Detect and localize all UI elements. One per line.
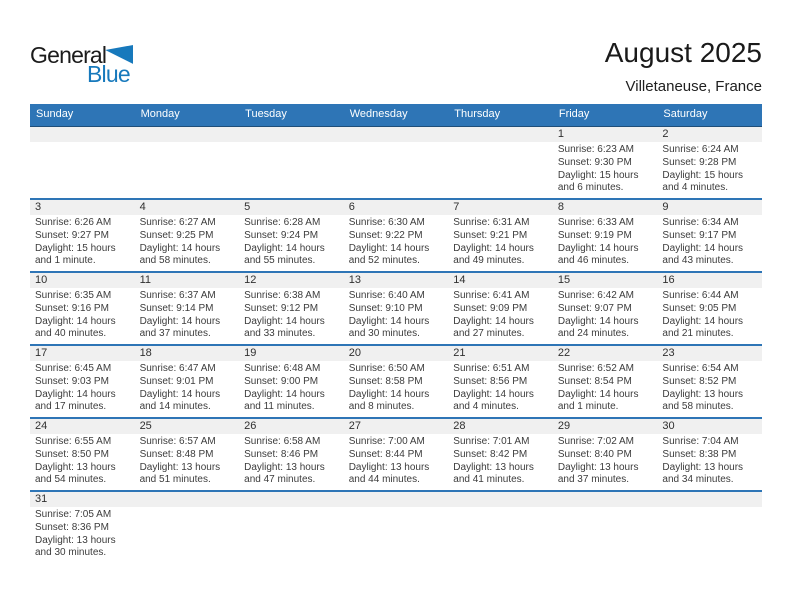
day-number-band: [30, 200, 762, 215]
title-block: [605, 38, 762, 95]
day-number: 1: [557, 128, 564, 140]
daylight-line: Daylight: 14 hours and 46 minutes.: [557, 242, 639, 267]
day-cell: [553, 215, 658, 271]
day-number-empty: [135, 492, 240, 507]
daylight-line: Daylight: 14 hours and 40 minutes.: [35, 315, 116, 340]
day-cell-empty: [344, 142, 449, 198]
day-number-empty: [448, 492, 553, 507]
daylight-line: Daylight: 14 hours and 52 minutes.: [348, 242, 430, 267]
day-number: 4: [139, 201, 146, 213]
daylight-line: Daylight: 14 hours and 33 minutes.: [244, 315, 325, 340]
day-number-empty: [553, 492, 658, 507]
day-cell: [448, 215, 553, 271]
sunset-line: Sunset: 9:19 PM: [557, 229, 632, 241]
day-cell-empty: [553, 507, 658, 563]
day-number-band: [30, 492, 762, 507]
weekday-header-monday: Monday: [140, 108, 180, 120]
day-number-band: [30, 127, 762, 142]
day-number-empty: [30, 127, 135, 142]
daylight-line: Daylight: 14 hours and 49 minutes.: [453, 242, 534, 267]
sunrise-line: Sunrise: 6:26 AM: [35, 217, 112, 228]
daylight-line: Daylight: 13 hours and 58 minutes.: [662, 388, 744, 413]
day-cell-empty: [448, 507, 553, 563]
sunset-line: Sunset: 9:28 PM: [662, 156, 737, 168]
day-cell: [553, 288, 658, 344]
day-cell: [30, 507, 135, 563]
day-number: 2: [662, 128, 669, 140]
day-cell: [30, 288, 135, 344]
sunset-line: Sunset: 8:52 PM: [662, 375, 737, 387]
day-number: 3: [35, 201, 42, 213]
weekday-header-wednesday: Wednesday: [349, 108, 408, 120]
day-number: 13: [348, 274, 361, 286]
day-details-row: [30, 434, 762, 490]
weekday-header-friday: Friday: [558, 108, 590, 120]
sunset-line: Sunset: 9:00 PM: [244, 375, 319, 387]
sunrise-line: Sunrise: 6:37 AM: [139, 290, 216, 301]
day-details-row: [30, 507, 762, 563]
daylight-line: Daylight: 14 hours and 1 minute.: [557, 388, 639, 413]
day-number-empty: [657, 492, 762, 507]
sunset-line: Sunset: 8:58 PM: [348, 375, 423, 387]
day-number: 14: [453, 274, 466, 286]
daylight-line: Daylight: 14 hours and 14 minutes.: [139, 388, 221, 413]
week-row-3: [30, 271, 762, 344]
sunrise-line: Sunrise: 6:40 AM: [348, 290, 425, 301]
daylight-line: Daylight: 14 hours and 37 minutes.: [139, 315, 221, 340]
sunset-line: Sunset: 8:48 PM: [139, 448, 214, 460]
daylight-line: Daylight: 15 hours and 6 minutes.: [557, 169, 639, 194]
day-number-band: [30, 419, 762, 434]
logo-text-blue: Blue: [87, 61, 130, 87]
daylight-line: Daylight: 13 hours and 41 minutes.: [453, 461, 534, 486]
day-cell: [448, 434, 553, 490]
weekday-header-thursday: Thursday: [454, 108, 501, 120]
day-cell: [135, 361, 240, 417]
daylight-line: Daylight: 14 hours and 17 minutes.: [35, 388, 116, 413]
day-number-empty: [239, 127, 344, 142]
sunset-line: Sunset: 8:40 PM: [557, 448, 632, 460]
day-number: 31: [35, 493, 48, 505]
day-number: 19: [244, 347, 257, 359]
day-cell: [239, 434, 344, 490]
daylight-line: Daylight: 13 hours and 47 minutes.: [244, 461, 325, 486]
daylight-line: Daylight: 13 hours and 44 minutes.: [348, 461, 430, 486]
day-cell: [30, 215, 135, 271]
daylight-line: Daylight: 14 hours and 55 minutes.: [244, 242, 325, 267]
day-number: 18: [139, 347, 152, 359]
sunset-line: Sunset: 8:38 PM: [662, 448, 737, 460]
daylight-line: Daylight: 13 hours and 37 minutes.: [557, 461, 639, 486]
sunrise-line: Sunrise: 6:34 AM: [662, 217, 739, 228]
sunset-line: Sunset: 9:12 PM: [244, 302, 319, 314]
sunrise-line: Sunrise: 6:23 AM: [557, 144, 634, 155]
day-cell: [344, 361, 449, 417]
day-number: 10: [35, 274, 48, 286]
day-cell: [344, 215, 449, 271]
day-cell: [239, 215, 344, 271]
day-cell-empty: [239, 142, 344, 198]
day-number: 15: [557, 274, 571, 286]
sunset-line: Sunset: 9:14 PM: [139, 302, 214, 314]
day-cell: [657, 215, 762, 271]
day-number: 21: [453, 347, 466, 359]
daylight-line: Daylight: 14 hours and 43 minutes.: [662, 242, 744, 267]
sunrise-line: Sunrise: 6:35 AM: [35, 290, 112, 301]
weeks-container: [30, 127, 762, 563]
day-number-band: [30, 346, 762, 361]
sunrise-line: Sunrise: 6:38 AM: [244, 290, 321, 301]
day-cell: [344, 434, 449, 490]
sunset-line: Sunset: 8:44 PM: [348, 448, 423, 460]
sunrise-line: Sunrise: 7:04 AM: [662, 436, 739, 447]
sunrise-line: Sunrise: 7:05 AM: [35, 509, 112, 520]
sunset-line: Sunset: 9:22 PM: [348, 229, 423, 241]
day-number: 6: [348, 201, 355, 213]
page-title: August 2025: [604, 37, 762, 68]
day-number-empty: [135, 127, 240, 142]
day-cell: [553, 434, 658, 490]
calendar-grid: [30, 104, 762, 563]
sunrise-line: Sunrise: 6:24 AM: [662, 144, 739, 155]
day-cell: [135, 434, 240, 490]
daylight-line: Daylight: 13 hours and 30 minutes.: [35, 534, 116, 559]
week-row-6: [30, 490, 762, 563]
day-cell: [657, 142, 762, 198]
day-cell-empty: [344, 507, 449, 563]
day-cell: [30, 361, 135, 417]
weekday-header-saturday: Saturday: [663, 108, 708, 120]
sunrise-line: Sunrise: 6:44 AM: [662, 290, 739, 301]
day-details-row: [30, 215, 762, 271]
day-cell: [657, 434, 762, 490]
day-number: 20: [348, 347, 361, 359]
daylight-line: Daylight: 14 hours and 11 minutes.: [244, 388, 325, 413]
sunset-line: Sunset: 8:54 PM: [557, 375, 632, 387]
day-cell: [135, 215, 240, 271]
daylight-line: Daylight: 14 hours and 4 minutes.: [453, 388, 534, 413]
day-cell: [657, 288, 762, 344]
week-row-2: [30, 198, 762, 271]
day-cell: [448, 288, 553, 344]
sunrise-line: Sunrise: 6:48 AM: [244, 363, 321, 374]
day-details-row: [30, 142, 762, 198]
day-number: 25: [139, 420, 152, 432]
day-number: 30: [662, 420, 675, 432]
sunrise-line: Sunrise: 6:51 AM: [453, 363, 530, 374]
sunset-line: Sunset: 9:27 PM: [35, 229, 109, 241]
daylight-line: Daylight: 13 hours and 51 minutes.: [139, 461, 221, 486]
day-number: 26: [244, 420, 257, 432]
sunrise-line: Sunrise: 6:58 AM: [244, 436, 321, 447]
logo-text-general: General: [30, 42, 107, 68]
day-number: 29: [557, 420, 571, 432]
day-number: 8: [557, 201, 564, 213]
day-number: 23: [662, 347, 675, 359]
day-cell: [553, 142, 658, 198]
day-number: 5: [244, 201, 251, 213]
sunrise-line: Sunrise: 7:01 AM: [453, 436, 530, 447]
day-number: 16: [662, 274, 675, 286]
day-cell: [30, 434, 135, 490]
sunset-line: Sunset: 8:36 PM: [35, 521, 109, 533]
sunrise-line: Sunrise: 7:00 AM: [348, 436, 425, 447]
daylight-line: Daylight: 14 hours and 21 minutes.: [662, 315, 744, 340]
day-cell-empty: [239, 507, 344, 563]
sunrise-line: Sunrise: 6:41 AM: [453, 290, 530, 301]
week-row-4: [30, 344, 762, 417]
sunrise-line: Sunrise: 6:52 AM: [557, 363, 634, 374]
daylight-line: Daylight: 13 hours and 34 minutes.: [662, 461, 744, 486]
weekday-header-sunday: Sunday: [36, 108, 74, 120]
week-row-1: [30, 127, 762, 198]
day-cell: [448, 361, 553, 417]
day-number-band: [30, 273, 762, 288]
day-number: 22: [557, 347, 571, 359]
week-row-5: [30, 417, 762, 490]
sunset-line: Sunset: 9:25 PM: [139, 229, 214, 241]
daylight-line: Daylight: 14 hours and 24 minutes.: [557, 315, 639, 340]
day-cell: [239, 288, 344, 344]
daylight-line: Daylight: 15 hours and 4 minutes.: [662, 169, 744, 194]
daylight-line: Daylight: 14 hours and 30 minutes.: [348, 315, 430, 340]
sunset-line: Sunset: 8:50 PM: [35, 448, 109, 460]
sunrise-line: Sunrise: 6:57 AM: [139, 436, 216, 447]
day-number-empty: [344, 492, 449, 507]
sunrise-line: Sunrise: 6:55 AM: [35, 436, 112, 447]
general-blue-logo: [30, 44, 150, 100]
sunset-line: Sunset: 9:16 PM: [35, 302, 109, 314]
weekday-header-row: [30, 104, 762, 127]
sunrise-line: Sunrise: 6:42 AM: [557, 290, 634, 301]
day-cell: [553, 361, 658, 417]
sunset-line: Sunset: 9:05 PM: [662, 302, 737, 314]
sunset-line: Sunset: 9:10 PM: [348, 302, 423, 314]
sunrise-line: Sunrise: 6:45 AM: [35, 363, 112, 374]
daylight-line: Daylight: 14 hours and 8 minutes.: [348, 388, 430, 413]
day-number: 24: [35, 420, 48, 432]
day-cell: [239, 361, 344, 417]
sunrise-line: Sunrise: 6:27 AM: [139, 217, 216, 228]
sunset-line: Sunset: 9:30 PM: [557, 156, 632, 168]
day-number-empty: [239, 492, 344, 507]
sunrise-line: Sunrise: 6:31 AM: [453, 217, 530, 228]
page-subtitle: Villetaneuse, France: [625, 77, 762, 95]
sunset-line: Sunset: 9:03 PM: [35, 375, 109, 387]
day-cell: [344, 288, 449, 344]
sunset-line: Sunset: 9:17 PM: [662, 229, 737, 241]
day-number: 9: [662, 201, 669, 213]
day-number-empty: [448, 127, 553, 142]
day-cell-empty: [657, 507, 762, 563]
daylight-line: Daylight: 15 hours and 1 minute.: [35, 242, 116, 267]
sunrise-line: Sunrise: 6:50 AM: [348, 363, 425, 374]
day-cell-empty: [30, 142, 135, 198]
sunrise-line: Sunrise: 6:33 AM: [557, 217, 634, 228]
sunset-line: Sunset: 8:46 PM: [244, 448, 319, 460]
sunrise-line: Sunrise: 6:28 AM: [244, 217, 321, 228]
daylight-line: Daylight: 13 hours and 54 minutes.: [35, 461, 116, 486]
sunset-line: Sunset: 9:01 PM: [139, 375, 214, 387]
day-cell-empty: [135, 142, 240, 198]
day-number-empty: [344, 127, 449, 142]
daylight-line: Daylight: 14 hours and 27 minutes.: [453, 315, 534, 340]
day-cell-empty: [448, 142, 553, 198]
sunrise-line: Sunrise: 6:30 AM: [348, 217, 425, 228]
sunrise-line: Sunrise: 6:47 AM: [139, 363, 216, 374]
daylight-line: Daylight: 14 hours and 58 minutes.: [139, 242, 221, 267]
day-number: 11: [139, 274, 151, 286]
sunset-line: Sunset: 9:07 PM: [557, 302, 632, 314]
day-number: 17: [35, 347, 48, 359]
sunset-line: Sunset: 8:56 PM: [453, 375, 528, 387]
sunrise-line: Sunrise: 6:54 AM: [662, 363, 739, 374]
day-number: 7: [453, 201, 460, 213]
day-cell: [657, 361, 762, 417]
sunset-line: Sunset: 9:09 PM: [453, 302, 528, 314]
day-number: 28: [453, 420, 466, 432]
sunset-line: Sunset: 9:21 PM: [453, 229, 528, 241]
sunset-line: Sunset: 9:24 PM: [244, 229, 319, 241]
weekday-header-tuesday: Tuesday: [245, 108, 287, 120]
day-details-row: [30, 288, 762, 344]
day-cell: [135, 288, 240, 344]
day-number: 27: [348, 420, 361, 432]
sunset-line: Sunset: 8:42 PM: [453, 448, 528, 460]
day-number: 12: [244, 274, 257, 286]
day-details-row: [30, 361, 762, 417]
day-cell-empty: [135, 507, 240, 563]
sunrise-line: Sunrise: 7:02 AM: [557, 436, 634, 447]
